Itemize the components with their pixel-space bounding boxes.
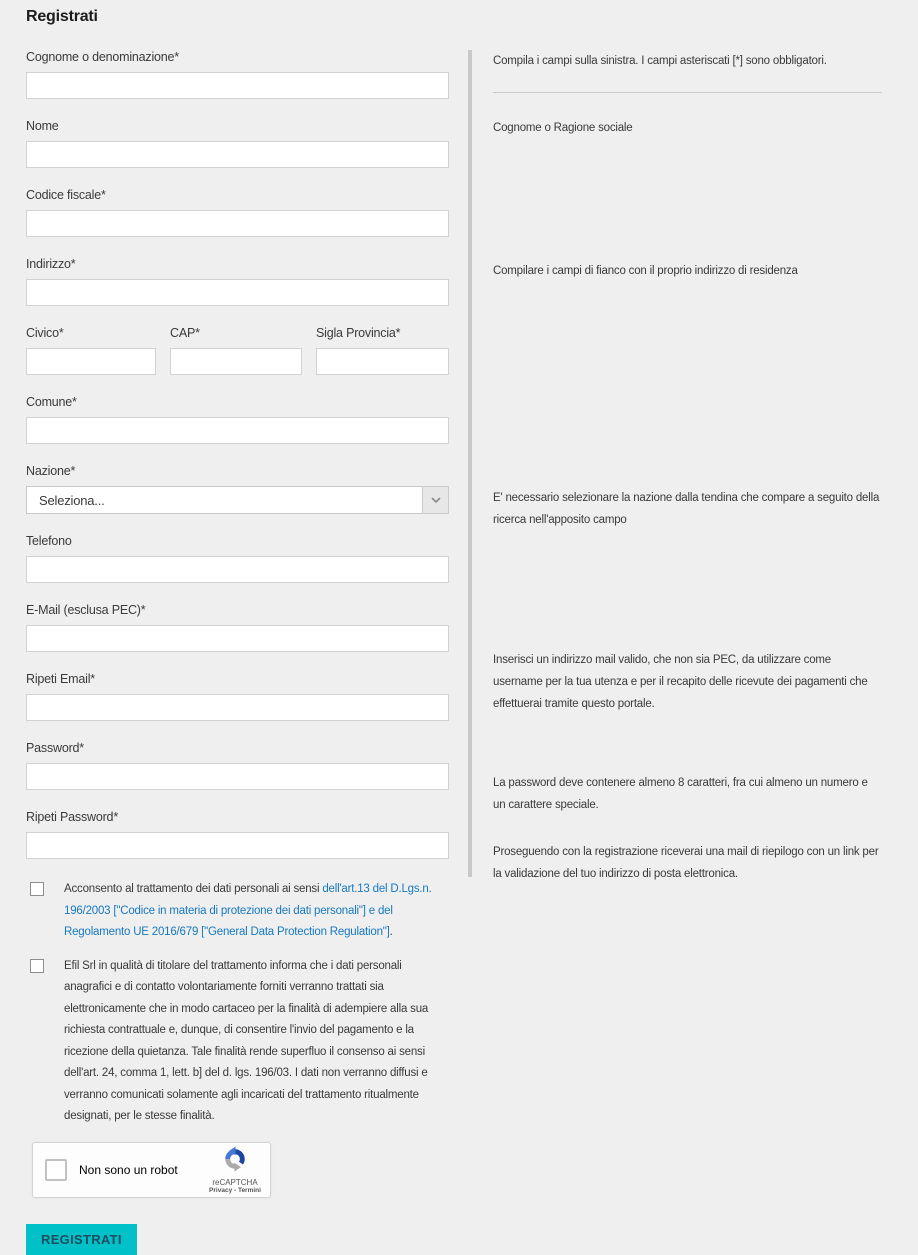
ripeti-email-input[interactable] <box>26 694 449 721</box>
cap-label: CAP* <box>170 326 200 340</box>
help-indirizzo-text: Compilare i campi di fianco con il proprio indirizzo di residenza <box>493 265 798 277</box>
nome-input[interactable] <box>26 141 449 168</box>
sigla-provincia-label: Sigla Provincia* <box>316 326 401 340</box>
privacy-consent-checkbox[interactable] <box>30 882 44 896</box>
field-cognome <box>26 50 449 99</box>
ripeti-email-label: Ripeti Email* <box>26 672 95 686</box>
privacy-consent-text-part2: . <box>389 926 393 938</box>
field-civico <box>26 326 156 375</box>
indirizzo-input[interactable] <box>26 279 449 306</box>
field-nome <box>26 119 449 168</box>
codice-fiscale-label: Codice fiscale* <box>26 188 106 202</box>
privacy-consent-text-part1: Acconsento al trattamento dei dati personali ai sensi <box>64 883 323 895</box>
field-indirizzo <box>26 257 449 306</box>
help-cognome-text: Cognome o Ragione sociale <box>493 122 633 134</box>
field-email <box>26 603 449 652</box>
sigla-provincia-input[interactable] <box>316 348 449 375</box>
column-divider <box>468 50 472 877</box>
efil-consent-text: Efil Srl in qualità di titolare del trattamento informa che i dati personali anagrafici e di contatto volontariamente forniti verranno trattati sia elettronicamente che in modo cartaceo per la finalità di adempiere alla sua richiesta contrattuale e, dunque, di consentire l'invio del pagamento e la ricezione della quietanza. Tale finalità rende superfluo il consenso ai sensi dell'art. 24, comma 1, lett. b] del d. lgs. 196/03. I dati non verranno diffusi e verranno comunicati solamente agli incaricati del trattamento ritualmente designati, per le stesse finalità. <box>64 959 429 1122</box>
field-password <box>26 741 449 790</box>
field-sigla-provincia <box>316 326 449 375</box>
telefono-label: Telefono <box>26 534 72 548</box>
nazione-select[interactable] <box>26 486 449 514</box>
help-registrazione-text: Proseguendo con la registrazione riceverai una mail di riepilogo con un link per la validazione del tuo indirizzo di posta elettronica. <box>493 846 879 880</box>
nazione-selected-value: Seleziona... <box>39 492 105 508</box>
address-detail-row <box>26 326 449 375</box>
recaptcha-brand-name: reCAPTCHA <box>212 1177 258 1187</box>
registration-form <box>26 50 449 1255</box>
recaptcha-privacy-terms-links[interactable]: Privacy - Termini <box>209 1186 261 1194</box>
nazione-label: Nazione* <box>26 464 76 478</box>
email-input[interactable] <box>26 625 449 652</box>
field-cap <box>170 326 302 375</box>
field-telefono <box>26 534 449 583</box>
help-divider-line <box>493 92 882 93</box>
nome-label: Nome <box>26 119 59 133</box>
civico-input[interactable] <box>26 348 156 375</box>
ripeti-password-label: Ripeti Password* <box>26 810 118 824</box>
field-ripeti-email <box>26 672 449 721</box>
recaptcha-checkbox[interactable] <box>45 1159 67 1181</box>
page-title: Registrati <box>26 8 98 25</box>
codice-fiscale-input[interactable] <box>26 210 449 237</box>
recaptcha-label: Non sono un robot <box>79 1162 178 1177</box>
recaptcha-logo-icon <box>222 1146 248 1177</box>
privacy-consent-row <box>26 879 449 944</box>
cognome-input[interactable] <box>26 72 449 99</box>
field-nazione <box>26 464 449 514</box>
field-codice-fiscale <box>26 188 449 237</box>
help-intro-text: Compila i campi sulla sinistra. I campi asteriscati [*] sono obbligatori. <box>493 55 827 67</box>
comune-label: Comune* <box>26 395 77 409</box>
help-column <box>493 0 883 900</box>
ripeti-password-input[interactable] <box>26 832 449 859</box>
password-label: Password* <box>26 741 84 755</box>
civico-label: Civico* <box>26 326 64 340</box>
help-password-text: La password deve contenere almeno 8 caratteri, fra cui almeno un numero e un carattere speciale. <box>493 777 868 811</box>
recaptcha-widget <box>32 1142 271 1198</box>
help-email-text: Inserisci un indirizzo mail valido, che non sia PEC, da utilizzare come username per la tua utenza e per il recapito delle ricevute dei pagamenti che effettuerai tramite questo portale. <box>493 654 868 710</box>
privacy-law-link[interactable]: dell'art.13 del D.Lgs.n. 196/2003 ["Codice in materia di protezione dei dati personali"] e del Regolamento UE 2016/679 ["General Data Protection Regulation"] <box>64 883 432 938</box>
cap-input[interactable] <box>170 348 302 375</box>
efil-consent-row <box>26 956 449 1128</box>
cognome-label: Cognome o denominazione* <box>26 50 179 64</box>
efil-consent-checkbox[interactable] <box>30 959 44 973</box>
password-input[interactable] <box>26 763 449 790</box>
privacy-consent-text <box>64 879 449 944</box>
help-nazione-text: E' necessario selezionare la nazione dalla tendina che compare a seguito della ricerca nell'apposito campo <box>493 492 880 526</box>
field-comune <box>26 395 449 444</box>
chevron-down-icon[interactable] <box>422 487 448 513</box>
email-label: E-Mail (esclusa PEC)* <box>26 603 146 617</box>
field-ripeti-password <box>26 810 449 859</box>
telefono-input[interactable] <box>26 556 449 583</box>
registrati-button[interactable]: REGISTRATI <box>26 1224 137 1255</box>
comune-input[interactable] <box>26 417 449 444</box>
indirizzo-label: Indirizzo* <box>26 257 76 271</box>
recaptcha-brand <box>206 1146 264 1194</box>
